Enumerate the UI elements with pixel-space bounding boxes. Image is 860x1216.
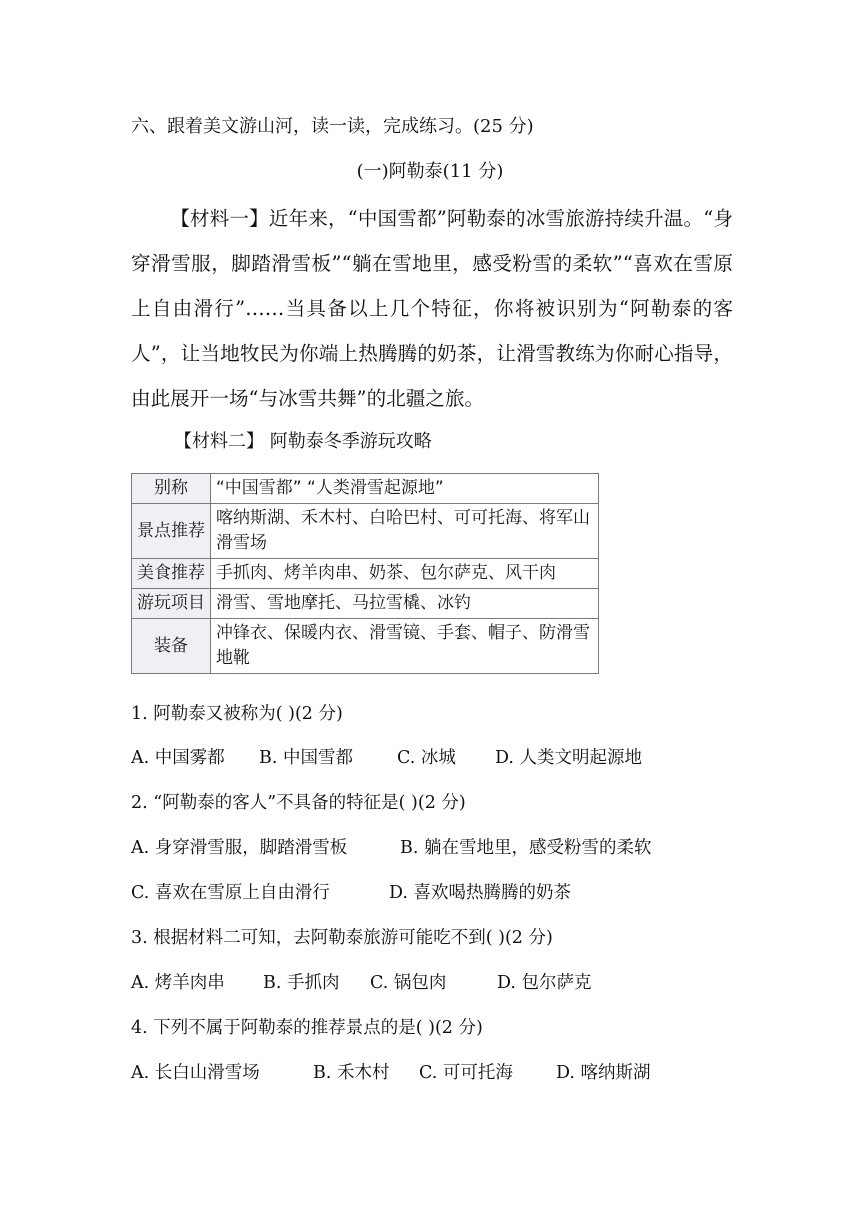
- table-value-cell: 滑雪、雪地摩托、马拉雪橇、冰钓: [211, 589, 599, 619]
- option-b: B. 躺在雪地里，感受粉雪的柔软: [400, 838, 652, 858]
- table-row: [132, 619, 599, 674]
- material-two-heading: 【材料二】 阿勒泰冬季游玩攻略: [174, 431, 432, 452]
- table-value-cell: “中国雪都” “人类滑雪起源地”: [211, 474, 599, 504]
- table-row: [132, 474, 599, 504]
- question-4-options: [131, 1060, 651, 1086]
- question-4-stem: 4. 下列不属于阿勒泰的推荐景点的是( )(2 分): [131, 1018, 483, 1038]
- travel-guide-table: [131, 473, 599, 674]
- question-2-options-row-2: [131, 880, 571, 906]
- table-key-cell: 别称: [132, 474, 211, 504]
- table-key-cell: 装备: [132, 619, 211, 674]
- option-a: A. 身穿滑雪服，脚踏滑雪板: [131, 838, 348, 858]
- option-d: D. 喀纳斯湖: [556, 1063, 651, 1083]
- option-d: D. 人类文明起源地: [495, 748, 643, 768]
- option-c: C. 喜欢在雪原上自由滑行: [131, 883, 330, 903]
- table-key-cell: 游玩项目: [132, 589, 211, 619]
- option-c: C. 可可托海: [419, 1063, 513, 1083]
- option-b: B. 中国雪都: [259, 748, 353, 768]
- option-a: A. 长白山滑雪场: [131, 1063, 260, 1083]
- option-b: B. 禾木村: [313, 1063, 390, 1083]
- section-heading: 六、跟着美文游山河，读一读，完成练习。(25 分): [131, 116, 534, 137]
- question-2-options-row-1: [131, 835, 652, 861]
- material-one-paragraph: 【材料一】近年来，“中国雪都”阿勒泰的冰雪旅游持续升温。“身穿滑雪服，脚踏滑雪板”“躺在雪地里，感受粉雪的柔软”“喜欢在雪原上自由滑行”……当具备以上几个特征，你将被识别为“阿勒泰的客人”，让当地牧民为你端上热腾腾的奶茶，让滑雪教练为你耐心指导，由此展开一场“与冰雪共舞”的北疆之旅。: [131, 207, 733, 410]
- table-row: [132, 504, 599, 559]
- table-key-cell: 景点推荐: [132, 504, 211, 559]
- option-a: A. 烤羊肉串: [131, 973, 225, 993]
- option-b: B. 手抓肉: [263, 973, 340, 993]
- option-d: D. 喜欢喝热腾腾的奶茶: [389, 883, 572, 903]
- table-row: [132, 589, 599, 619]
- option-c: C. 锅包肉: [370, 973, 447, 993]
- table-row: [132, 559, 599, 589]
- table-value-cell: 冲锋衣、保暖内衣、滑雪镜、手套、帽子、防滑雪地靴: [211, 619, 599, 674]
- question-2-stem: 2. “阿勒泰的客人”不具备的特征是( )(2 分): [131, 793, 466, 813]
- option-a: A. 中国雾都: [131, 748, 225, 768]
- question-1-options: [131, 745, 642, 771]
- question-3-options: [131, 970, 592, 996]
- table-value-cell: 手抓肉、烤羊肉串、奶茶、包尔萨克、风干肉: [211, 559, 599, 589]
- option-d: D. 包尔萨克: [497, 973, 592, 993]
- table-key-cell: 美食推荐: [132, 559, 211, 589]
- option-c: C. 冰城: [397, 748, 456, 768]
- question-1-stem: 1. 阿勒泰又被称为( )(2 分): [131, 704, 343, 724]
- subsection-heading: (一)阿勒泰(11 分): [356, 161, 504, 182]
- table-value-cell: 喀纳斯湖、禾木村、白哈巴村、可可托海、将军山滑雪场: [211, 504, 599, 559]
- question-3-stem: 3. 根据材料二可知，去阿勒泰旅游可能吃不到( )(2 分): [131, 928, 553, 948]
